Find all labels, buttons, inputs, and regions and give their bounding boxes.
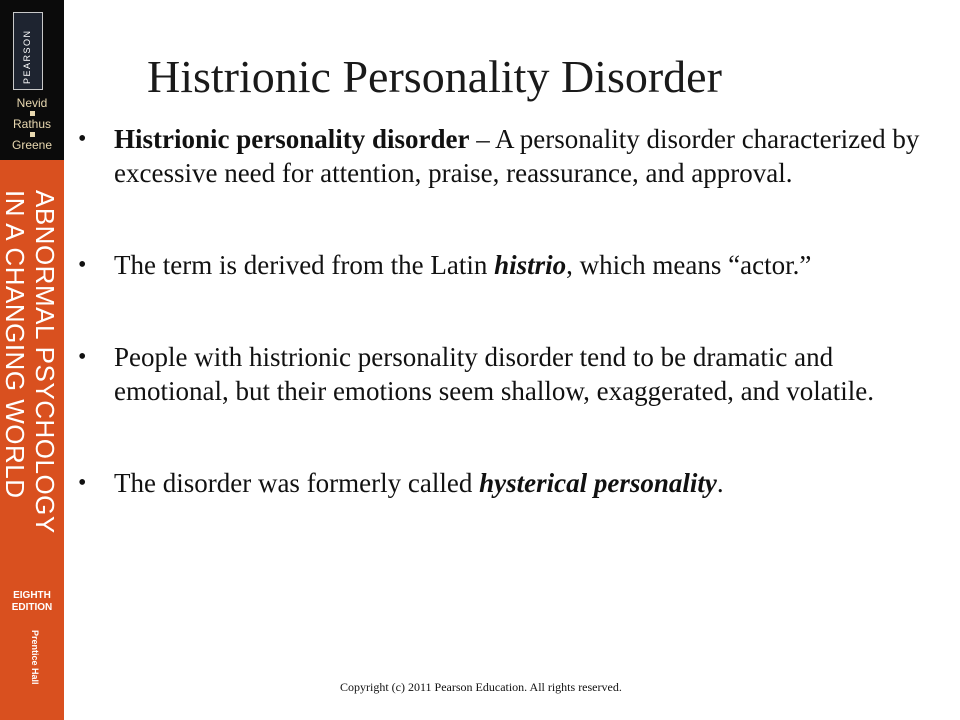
slide-title: Histrionic Personality Disorder — [147, 51, 722, 102]
separator-square-icon — [30, 111, 35, 116]
separator-square-icon — [30, 132, 35, 137]
emphasized-term: histrio — [494, 250, 567, 280]
bullet-icon: • — [78, 252, 87, 278]
bullet-text: . — [716, 468, 724, 498]
author-name: Greene — [11, 138, 53, 152]
edition-line-2: EDITION — [11, 602, 53, 613]
author-list — [0, 96, 64, 152]
bullet-item — [78, 340, 938, 408]
bullet-icon: • — [78, 344, 87, 370]
book-cover-sidebar — [0, 0, 64, 720]
pearson-logo-text: PEARSON — [22, 29, 32, 84]
edition-label — [0, 590, 64, 614]
author-name: Rathus — [12, 117, 52, 131]
publisher-label: Prentice Hall — [30, 630, 40, 685]
bullet-text: The disorder was formerly called — [114, 468, 480, 498]
bullet-text: , which means “actor.” — [566, 250, 812, 280]
emphasized-term: hysterical personality — [479, 468, 717, 498]
bullet-text: People with histrionic personality disorder tend to be dramatic and emotional, but their emotions seem shallow, exaggerated, and volatile. — [114, 342, 875, 406]
defined-term: Histrionic personality disorder — [114, 124, 470, 154]
edition-line-1: EIGHTH — [13, 590, 51, 601]
bullet-item — [78, 122, 938, 190]
author-name: Nevid — [16, 96, 48, 110]
book-title-band — [0, 160, 64, 720]
bullet-icon: • — [78, 126, 87, 152]
book-title-line-1: ABNORMAL PSYCHOLOGY — [30, 190, 60, 534]
bullet-item — [78, 248, 938, 282]
bullet-text: The term is derived from the Latin — [114, 250, 495, 280]
bullet-list — [78, 122, 938, 500]
book-title-line-2: IN A CHANGING WORLD — [0, 190, 30, 499]
bullet-item — [78, 466, 938, 500]
bullet-icon: • — [78, 470, 87, 496]
definition-text: – A personality disorder characterized by excessive need for attention, praise, reassurance, and approval. — [114, 124, 920, 188]
copyright-footer: Copyright (c) 2011 Pearson Education. All rights reserved. — [340, 680, 622, 694]
